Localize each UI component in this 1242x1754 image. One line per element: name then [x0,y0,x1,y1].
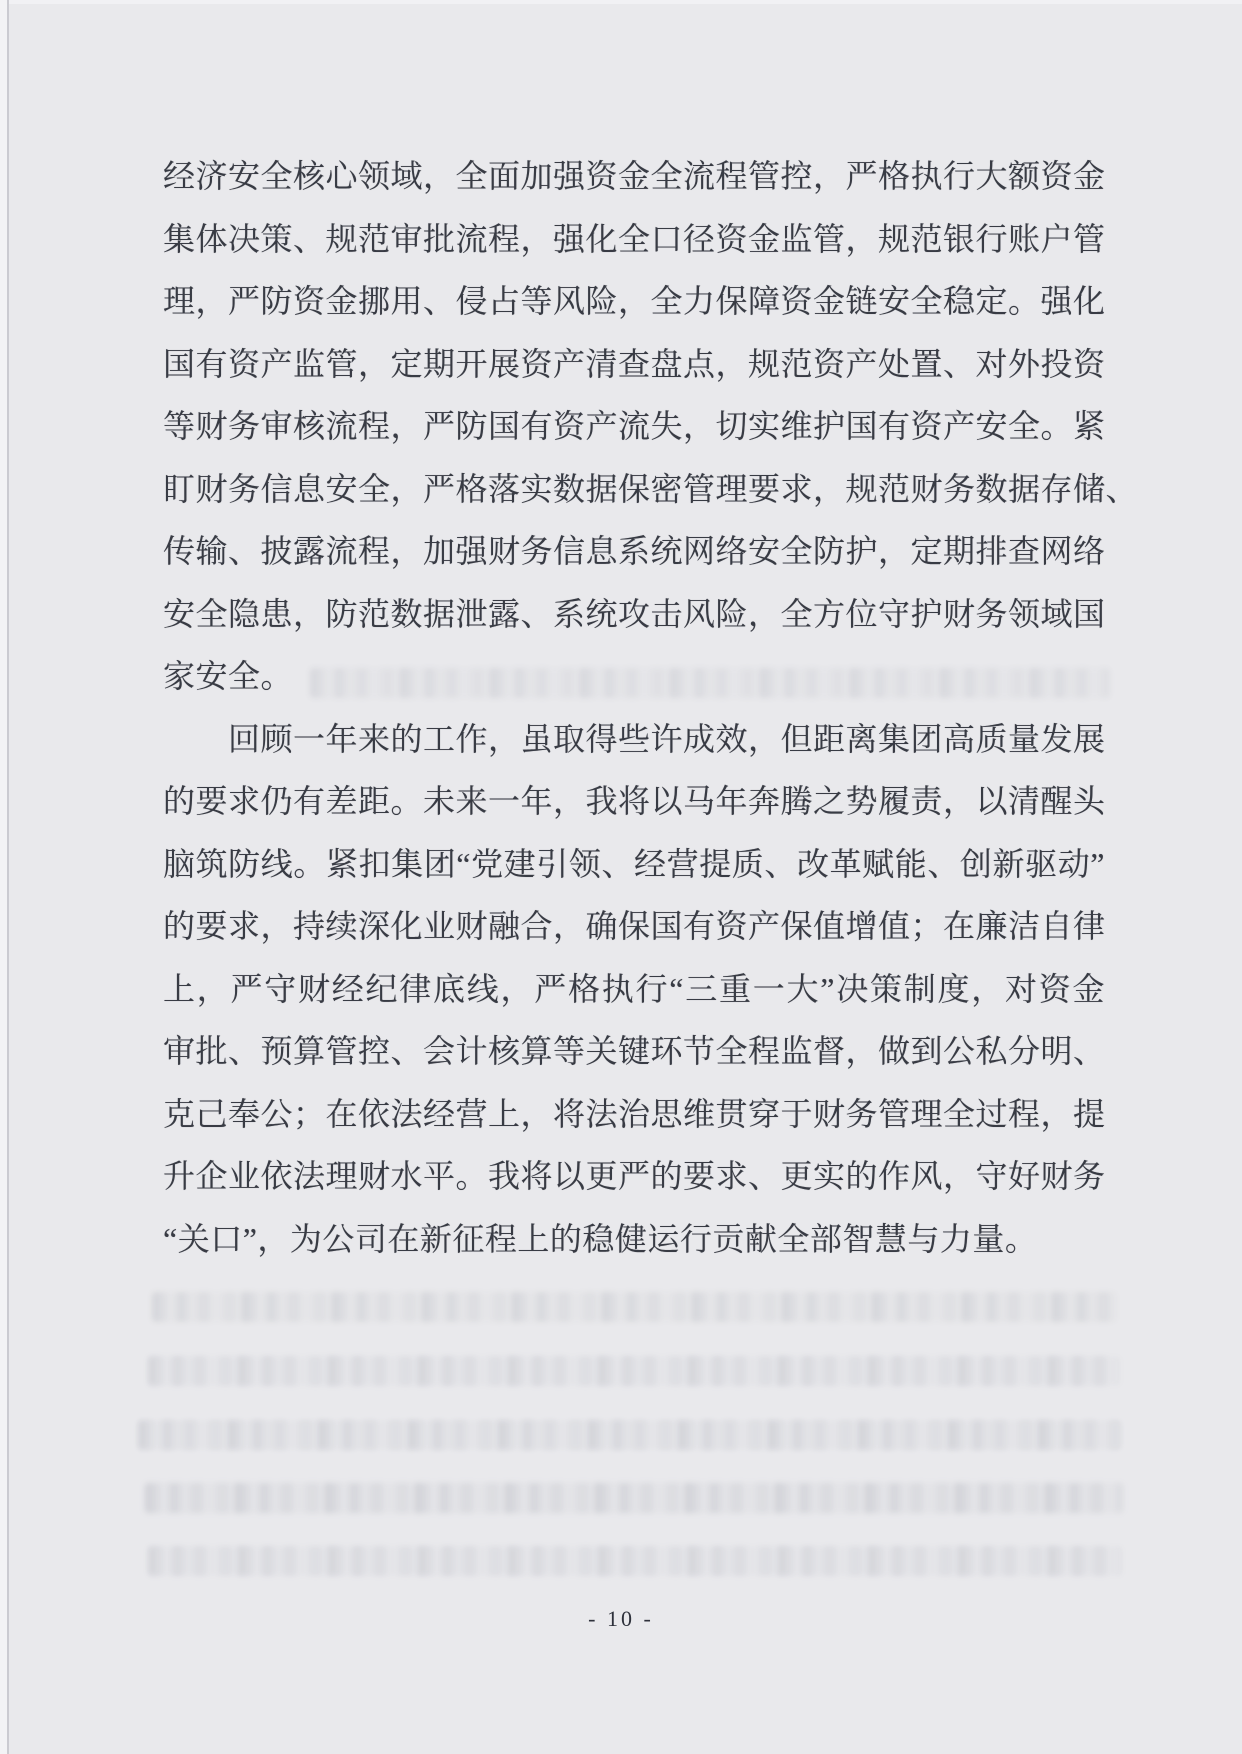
bleed-through-line [152,1292,1118,1322]
text-line: 等财务审核流程，严防国有资产流失，切实维护国有资产安全。紧 [163,408,1106,444]
bleed-through-line [148,1356,1120,1386]
page-footer [0,1606,1242,1632]
scan-edge-top [0,0,1242,4]
page-number: - 10 - [588,1606,654,1631]
bleed-through-line [148,1546,1122,1576]
text-line: 的要求仍有差距。未来一年，我将以马年奔腾之势履责，以清醒头 [163,783,1106,819]
text-line: 审批、预算管控、会计核算等关键环节全程监督，做到公私分明、 [163,1033,1106,1069]
text-line: 集体决策、规范审批流程，强化全口径资金监管，规范银行账户管 [163,220,1106,257]
scan-edge-left [0,0,9,1754]
text-line: 克己奉公；在依法经营上，将法治思维贯穿于财务管理全过程，提 [163,1095,1106,1132]
text-line-paragraph-end: 家安全。 [163,658,294,694]
text-line: 传输、披露流程，加强财务信息系统网络安全防护，定期排查网络 [163,533,1106,569]
text-line: 升企业依法理财水平。我将以更严的要求、更实的作风，守好财务 [163,1158,1106,1194]
text-line: 经济安全核心领域，全面加强资金全流程管控，严格执行大额资金 [163,158,1106,194]
text-line: 上，严守财经纪律底线，严格执行“三重一大”决策制度，对资金 [163,970,1105,1007]
text-line: 国有资产监管，定期开展资产清查盘点，规范资产处置、对外投资 [163,345,1106,382]
bleed-through-line [138,1420,1122,1450]
text-line: 盯财务信息安全，严格落实数据保密管理要求，规范财务数据存储、 [163,470,1139,507]
text-line-paragraph-start: 回顾一年来的工作，虽取得些许成效，但距离集团高质量发展 [228,720,1106,757]
bleed-through-line [145,1483,1123,1513]
document-text-block [163,145,1139,1270]
text-line: 的要求，持续深化业财融合，确保国有资产保值增值；在廉洁自律 [163,908,1106,944]
text-line-paragraph-end: “关口”，为公司在新征程上的稳健运行贡献全部智慧与力量。 [163,1220,1038,1257]
text-line: 理，严防资金挪用、侵占等风险，全力保障资金链安全稳定。强化 [163,283,1106,319]
text-line: 安全隐患，防范数据泄露、系统攻击风险，全方位守护财务领域国 [163,595,1106,632]
text-line: 脑筑防线。紧扣集团“党建引领、经营提质、改革赋能、创新驱动” [163,845,1105,882]
